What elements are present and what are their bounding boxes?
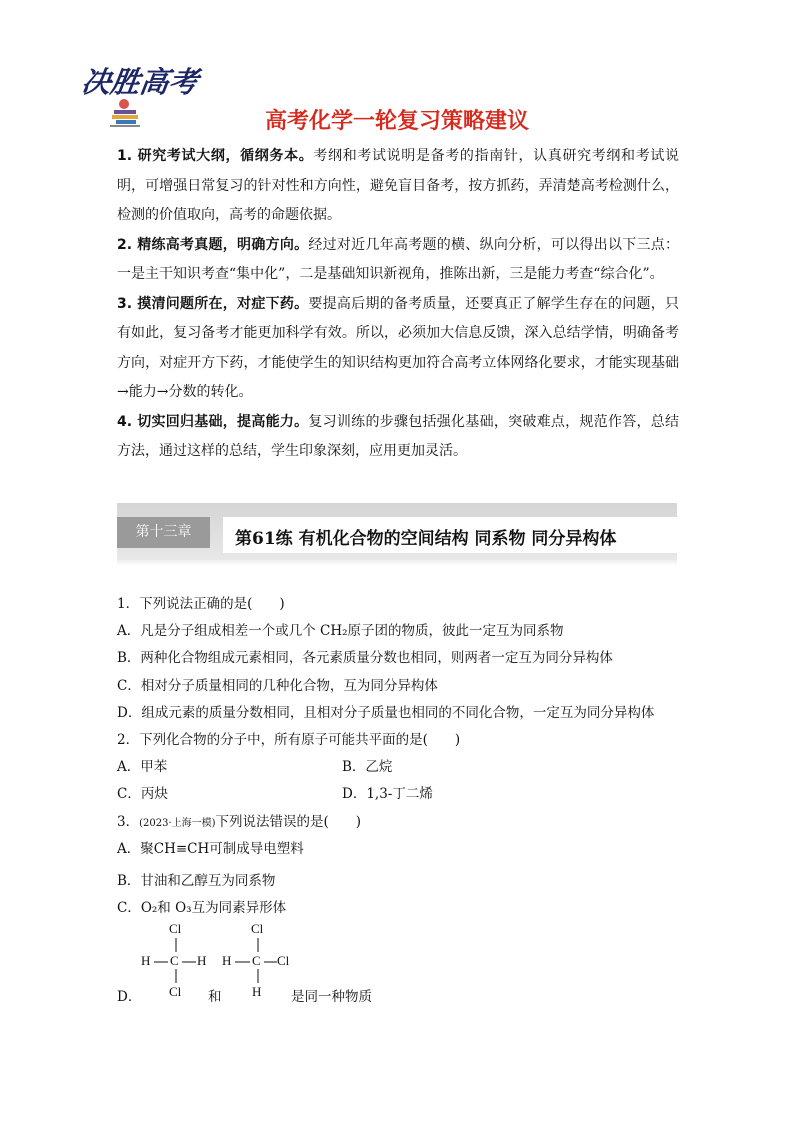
question-1-option-a: A．凡是分子组成相差一个或几个 CH₂原子团的物质，彼此一定互为同系物 — [117, 623, 564, 639]
structure-1-bond-left — [154, 960, 168, 964]
question-1-option-b: B．两种化合物组成元素相同，各元素质量分数也相同，则两者一定互为同分异构体 — [117, 650, 613, 666]
structure-2-bond-top — [256, 938, 260, 952]
question-3-source: (2023·上海一模) — [139, 818, 216, 829]
question-3-option-d-tail: 是同一种物质 — [291, 989, 372, 1005]
chapter-title: 第61练 有机化合物的空间结构 同系物 同分异构体 — [235, 529, 617, 549]
structure-1-carbon: C — [170, 953, 179, 968]
question-1-option-d: D．组成元素的质量分数相同，且相对分子质量也相同的不同化合物，一定互为同分异构体 — [117, 705, 655, 721]
chapter-title-box — [223, 517, 677, 553]
question-3: 3．(2023·上海一模)下列说法错误的是( ) — [117, 814, 362, 830]
intro-paragraph-4: 4. 切实回归基础，提高能力。复习训练的步骤包括强化基础，突破难点，规范作答，总结方法，通过这样的总结，学生印象深刻，应用更加灵活。 — [117, 413, 680, 459]
intro-paragraph-1: 1. 研究考试大纲，循纲务本。考纲和考试说明是备考的指南针，认真研究考纲和考试说明，可增强日常复习的针对性和方向性，避免盲目备考，按方抓药，弄清楚高考检测什么，检测的价值取向，高考的命题依据。 — [117, 148, 679, 223]
question-2-option-b: B．乙烷 — [342, 759, 393, 775]
structure-2-right: Cl — [277, 953, 290, 968]
structure-2-left: H — [222, 953, 232, 968]
structure-2-bond-right — [264, 960, 277, 964]
logo-text: 决胜高考 — [79, 65, 201, 99]
structure-2-bottom: H — [252, 984, 262, 999]
document-title: 高考化学一轮复习策略建议 — [264, 109, 529, 134]
structure-1-bottom: Cl — [169, 984, 182, 999]
question-2-option-a: A．甲苯 — [117, 759, 168, 775]
question-3-option-c: C．O₂和 O₃互为同素异形体 — [117, 900, 287, 916]
question-3-option-a: A．聚CH≡CH可制成导电塑料 — [117, 841, 304, 857]
structure-1-top: Cl — [169, 921, 182, 936]
structure-1-bond-bottom — [174, 969, 178, 983]
intro-paragraph-3: 3. 摸清问题所在，对症下药。要提高后期的备考质量，还要真正了解学生存在的问题，只有如此，复习备考才能更加科学有效。所以，必须加大信息反馈，深入总结学情，明确备考方向，对症开方下药，才能使学生的知识结构更加符合高考立体网络化要求，才能实现基础→能力→分数的转化。 — [117, 295, 680, 400]
structure-2-bond-left — [235, 960, 250, 964]
intro-paragraph-2: 2. 精练高考真题，明确方向。经过对近几年高考题的横、纵向分析，可以得出以下三点：一是主干知识考查“集中化”，二是基础知识新视角，推陈出新，三是能力考查“综合化”。 — [117, 236, 680, 282]
intro-section — [117, 142, 679, 467]
structure-1-right: H — [197, 953, 207, 968]
structure-1-bond-right — [182, 960, 196, 964]
question-2-option-c: C．丙炔 — [117, 786, 168, 802]
structure-1-bond-top — [174, 938, 178, 952]
structure-2-top: Cl — [251, 921, 264, 936]
question-1-option-c: C．相对分子质量相同的几种化合物，互为同分异构体 — [117, 678, 438, 694]
question-3-option-b: B．甘油和乙醇互为同系物 — [117, 873, 276, 889]
question-2-option-d: D．1,3-丁二烯 — [342, 786, 433, 802]
question-3-option-d-and: 和 — [208, 989, 222, 1005]
chapter-tag: 第十三章 — [117, 517, 210, 548]
question-2: 2．下列化合物的分子中，所有原子可能共平面的是( ) — [117, 732, 461, 748]
question-3-option-d-label: D． — [117, 989, 142, 1005]
structure-1-left: H — [141, 953, 151, 968]
structure-2-carbon: C — [252, 953, 261, 968]
structure-2-bond-bottom — [256, 969, 260, 983]
chapter-shadow — [117, 560, 677, 566]
question-1: 1．下列说法正确的是( ) — [117, 596, 285, 612]
chapter-header — [117, 503, 677, 560]
